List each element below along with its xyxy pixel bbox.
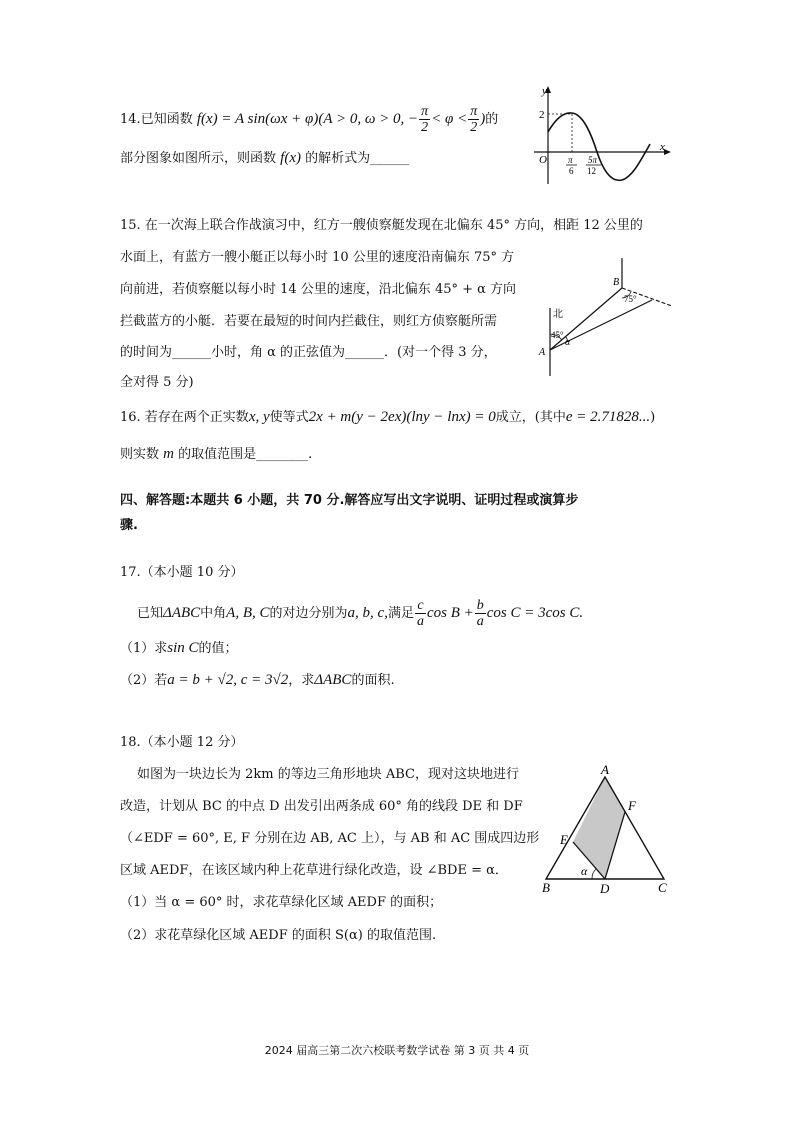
xtick1-num: π <box>568 155 573 165</box>
q14-function: f(x) = A sin(ωx + φ) <box>196 111 319 127</box>
q18-line1: 如图为一块边长为 2km 的等边三角形地块 ABC，现对这块地进行 <box>137 767 520 782</box>
point-f: F <box>628 798 636 813</box>
q18-triangle-figure <box>534 764 674 896</box>
section4-heading: 四、解答题:本题共 6 小题，共 70 分.解答应写出文字说明、证明过程或演算步 <box>120 493 579 508</box>
sine-curve <box>548 113 650 180</box>
y-axis-label: y <box>542 85 547 97</box>
q18-line4: 区域 AEDF，在该区域内种上花草进行绿化改造，设 ∠BDE = α． <box>120 863 508 878</box>
ytick-label: 2 <box>539 109 545 121</box>
q17-frac-c-a: $\frac{c}{a}$ <box>416 598 424 629</box>
xtick2-num: 5π <box>588 155 598 165</box>
label-alpha: α <box>565 337 571 348</box>
q18-part1: （1）当 α = 60° 时，求花草绿化区域 AEDF 的面积； <box>120 895 443 910</box>
vertex-a: A <box>601 764 609 777</box>
q15-line5: 的时间为______小时，角 α 的正弦值为______．(对一个得 3 分， <box>120 345 497 360</box>
q15-line2: 水面上，有蓝方一艘小艇正以每小时 10 公里的速度沿南偏东 75° 方 <box>120 250 515 265</box>
q17-stem: 已知ΔABC中角A, B, C的对边分别为a, b, c,满足 $\frac{c}{a}$ cos B + $\frac{b}{a}$ cos C = 3cos C. <box>137 598 584 629</box>
section4-heading-cont: 骤. <box>120 518 138 533</box>
q16-line2: 则实数 m 的取值范围是________. <box>120 446 313 462</box>
q15-line6: 全对得 5 分) <box>120 375 194 390</box>
q15-line1: 15. 在一次海上联合作战演习中，红方一艘侦察艇发现在北偏东 45° 方向，相距 12 公里的 <box>120 218 643 233</box>
north-label: 北 <box>553 309 563 320</box>
q18-line2: 改造，计划从 BC 的中点 D 出发引出两条成 60° 角的线段 DE 和 DF <box>120 799 523 814</box>
q14-frac-pi-2-a: $\frac{\pi}{2}$ <box>421 104 429 135</box>
q18-head: 18.（本小题 12 分） <box>120 735 244 750</box>
q17-head: 17.（本小题 10 分） <box>120 565 244 580</box>
q17-part1: （1）求sin C的值； <box>120 640 238 656</box>
q16-line1: 16. 若存在两个正实数x, y使等式2x + m(y − 2ex)(lny − lnx) = 0成立，(其中e = 2.71828...) <box>120 409 656 425</box>
label-75: 75° <box>624 294 637 304</box>
q14-line1: 14.已知函数 f(x) = A sin(ωx + φ)(A > 0, ω > 0, − $\frac{\pi}{2}$ < φ < $\frac{\pi}{2}$ )的 <box>120 104 499 135</box>
point-b: B <box>613 277 620 288</box>
x-axis-label: x <box>660 141 665 153</box>
q17-part2: （2）若a = b + √2, c = 3√2，求ΔABC的面积. <box>120 672 395 688</box>
q18-part2: （2）求花草绿化区域 AEDF 的面积 S(α) 的取值范围. <box>120 928 437 943</box>
vertex-c: C <box>658 880 667 895</box>
origin-label: O <box>539 154 547 166</box>
q17-frac-b-a: $\frac{b}{a}$ <box>476 598 484 629</box>
xtick1-den: 6 <box>569 166 574 176</box>
vertex-b: B <box>542 880 550 895</box>
label-alpha: α <box>581 864 588 878</box>
label-45: 45° <box>551 330 564 340</box>
q15-line3: 向前进，若侦察艇以每小时 14 公里的速度，沿北偏东 45° + α 方向 <box>120 282 517 297</box>
q14-sine-graph <box>528 84 673 188</box>
q15-navigation-figure <box>536 254 676 382</box>
q14-number: 14. <box>120 112 141 127</box>
q18-line3: （∠EDF = 60°, E, F 分别在边 AB, AC 上），与 AB 和 AC 围成四边形 <box>120 831 540 846</box>
xtick2-den: 12 <box>587 166 596 176</box>
point-a: A <box>539 347 546 358</box>
q16-equation: 2x + m(y − 2ex)(lny − lnx) = 0 <box>308 409 496 425</box>
point-e: E <box>560 832 568 847</box>
x-axis-arrow <box>664 149 671 155</box>
q15-line4: 拦截蓝方的小艇．若要在最短的时间内拦截住，则红方侦察艇所需 <box>120 314 498 329</box>
point-d: D <box>600 881 610 896</box>
alpha-arc <box>592 869 596 879</box>
q14-line2: 部分图象如图所示，则函数 f(x) 的解析式为______ <box>120 150 410 166</box>
q14-frac-pi-2-b: $\frac{\pi}{2}$ <box>470 104 478 135</box>
page-footer: 2024 届高三第二次六校联考数学试卷 第 3 页 共 4 页 <box>264 1044 530 1057</box>
